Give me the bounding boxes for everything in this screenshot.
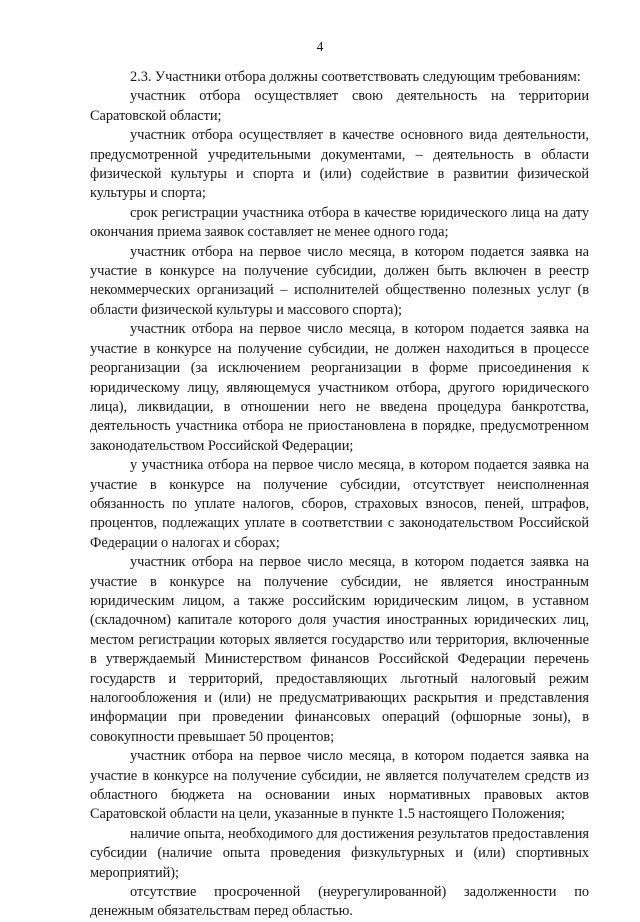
- paragraph-reorganization: участник отбора на первое число месяца, в котором подается заявка на участие в конкурсе на получение субсидии, не должен находиться в процессе реорганизации (за исключением реорганизации в форме присоединения к юридическому лицу, являющемуся участником отбора, другого юридического лица), ликвидации, в отношении него не введена процедура банкротства, деятельность участника отбора не приостановлена в порядке, предусмотренном законодательством Российской Федерации;: [90, 321, 589, 454]
- paragraph-no-debt: отсутствие просроченной (неурегулированной) задолженности по денежным обязательствам перед областью.: [90, 884, 589, 920]
- paragraph-foreign-entity: участник отбора на первое число месяца, в котором подается заявка на участие в конкурсе на получение субсидии, не является иностранным юридическим лицом, а также российским юридическим лицом, в уставном (складочном) капитале которого доля участия иностранных юридических лиц, местом регистрации которых является государство или территория, включенные в утверждаемый Министерством финансов Российской Федерации перечень государств и территорий, предоставляющих льготный налоговый режим налогообложения и (или) не предусматривающих раскрытия и представления информации при проведении финансовых операций (офшорные зоны), в совокупности превышает 50 процентов;: [90, 554, 589, 745]
- paragraph-experience: наличие опыта, необходимого для достижения результатов предоставления субсидии (наличие опыта проведения физкультурных и (или) спортивных мероприятий);: [90, 825, 589, 881]
- paragraph-registry: участник отбора на первое число месяца, в котором подается заявка на участие в конкурсе на получение субсидии, должен быть включен в реестр некоммерческих организаций – исполнителей общественно полезных услуг (в области физической культуры и массового спорта);: [90, 243, 589, 318]
- paragraph-tax-obligations: у участника отбора на первое число месяца, в котором подается заявка на участие в конкурсе на получение субсидии, отсутствует неисполненная обязанность по уплате налогов, сборов, страховых взносов, пеней, штрафов, процентов, подлежащих уплате в соответствии с законодательством Российской Федерации о налогах и сборах;: [90, 457, 589, 551]
- paragraph-requirements-heading: 2.3. Участники отбора должны соответствовать следующим требованиям:: [130, 69, 581, 85]
- document-body: [90, 68, 589, 922]
- paragraph-registration-term: срок регистрации участника отбора в качестве юридического лица на дату окончания приема заявок составляет не менее одного года;: [90, 204, 589, 241]
- page-number: 4: [316, 39, 324, 54]
- paragraph-territory: участник отбора осуществляет свою деятельность на территории Саратовской области;: [90, 88, 589, 124]
- paragraph-main-activity: участник отбора осуществляет в качестве основного вида деятельности, предусмотренной учредительными документами, – деятельность в области физической культуры и спорта и (или) содействие в развитии физической культуры и спорта;: [90, 127, 589, 202]
- paragraph-other-funds: участник отбора на первое число месяца, в котором подается заявка на участие в конкурсе на получение субсидии, не является получателем средств из областного бюджета на основании иных нормативных правовых актов Саратовской области на цели, указанные в пункте 1.5 настоящего Положения;: [90, 748, 589, 823]
